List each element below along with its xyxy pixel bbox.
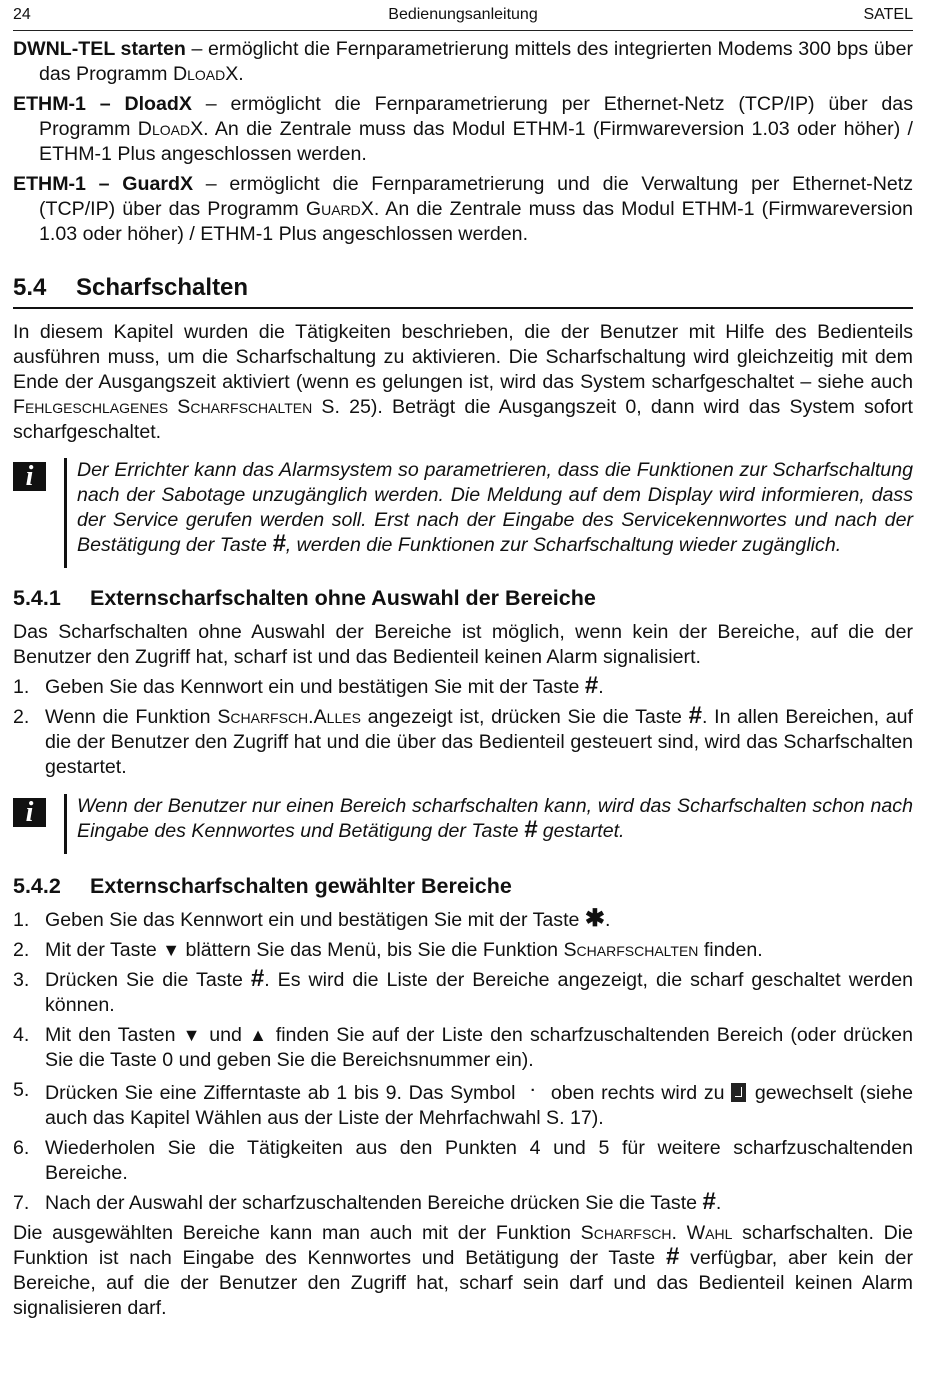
arrow-down-icon: ▼ xyxy=(162,940,181,960)
step-text: Drücken Sie die Taste xyxy=(45,969,251,991)
note-text-part: Der Errichter kann das Alarmsystem so parametrieren, dass die Funktionen zur Scharfschaltung nach der Sabotage unzugänglich werden. Die Meldung auf dem Display wird informieren, dass der Service gerufen werden soll. Erst nach der Eingabe des Servicekennwortes und nach der Bestätigung der Taste xyxy=(77,459,913,556)
function-name: Scharfsch.Alles xyxy=(217,706,361,728)
step-number: 7. xyxy=(13,1192,30,1214)
step-text: blättern Sie das Menü, bis Sie die Funktion xyxy=(180,939,564,961)
paragraph-text: verfügbar, aber kein der Bereiche, auf die der Benutzer den Zugriff hat, scharf sein darf und das Bedienteil keinen Alarm signalisieren darf. xyxy=(13,1247,913,1319)
definition-ethm1-guardx xyxy=(13,172,913,247)
list-item xyxy=(13,672,913,700)
hash-key-icon: # xyxy=(250,965,265,992)
unselected-symbol-icon: · xyxy=(530,1082,536,1099)
step-text: Nach der Auswahl der scharfzuschaltenden Bereiche drücken Sie die Taste xyxy=(45,1192,703,1214)
step-number: 2. xyxy=(13,706,30,728)
definition-ethm1-dloadx xyxy=(13,92,913,167)
definition-dwnl-tel xyxy=(13,37,913,87)
section-paragraph xyxy=(13,320,913,445)
step-text: Geben Sie das Kennwort ein und bestätigen Sie mit der Taste xyxy=(45,909,585,931)
definition-text: – ermöglicht die Fernparametrierung per Ethernet-Netz (TCP/IP) über das Programm xyxy=(39,93,914,140)
definition-text: . An die Zentrale muss das Modul ETHM-1 (Firmwareversion 1.03 oder höher) / ETHM-1 Plus angeschlossen werden. xyxy=(39,198,914,245)
page-number: 24 xyxy=(13,6,31,23)
list-item xyxy=(13,1023,913,1073)
definition-term: ETHM-1 – DloadX xyxy=(13,93,192,115)
info-icon: i xyxy=(13,798,46,827)
hash-key-icon: # xyxy=(584,672,599,699)
info-note xyxy=(13,794,913,844)
section-paragraph xyxy=(13,1221,913,1321)
hash-key-icon: # xyxy=(702,1188,716,1215)
page-header xyxy=(13,0,913,31)
step-text: . xyxy=(715,1192,722,1214)
step-text: finden Sie auf der Liste den scharfzuschaltenden Bereich (oder drücken Sie die Taste 0 und geben Sie die Bereichsnummer ein). xyxy=(45,1024,913,1071)
section-heading-5-4-2 xyxy=(13,872,913,900)
header-title: Bedienungsanleitung xyxy=(388,6,538,23)
step-number: 3. xyxy=(13,969,30,991)
cross-reference: Fehlgeschlagenes Scharfschalten xyxy=(13,396,313,418)
section-heading-5-4-1 xyxy=(13,584,913,612)
section-title: Externscharfschalten gewählter Bereiche xyxy=(90,874,512,898)
function-name: Scharfschalten xyxy=(563,939,699,961)
section-title: Externscharfschalten ohne Auswahl der Bereiche xyxy=(90,586,596,610)
step-text: Mit der Taste xyxy=(45,939,163,961)
step-text: und xyxy=(202,1024,250,1046)
definition-text: – ermöglicht die Fernparametrierung und die Verwaltung per Ethernet-Netz (TCP/IP) über das Programm xyxy=(39,173,913,220)
definition-text: . An die Zentrale muss das Modul ETHM-1 (Firmwareversion 1.03 oder höher) / ETHM-1 Plus angeschlossen werden. xyxy=(39,118,913,165)
manual-page xyxy=(13,0,913,1321)
list-item xyxy=(13,1136,913,1186)
step-number: 5. xyxy=(13,1079,30,1101)
list-item xyxy=(13,938,913,963)
step-number: 4. xyxy=(13,1024,30,1046)
step-text: . In allen Bereichen, auf die der Benutzer den Zugriff hat und die über das Bedienteil gesteuert sind, wird das Scharfschalten gestartet. xyxy=(45,706,914,778)
note-bar xyxy=(64,458,67,568)
paragraph-text: S. 25). Beträgt die Ausgangszeit 0, dann wird das System sofort scharfgeschaltet. xyxy=(13,396,913,443)
section-number: 5.4 xyxy=(13,274,47,301)
paragraph-text: In diesem Kapitel wurden die Tätigkeiten beschrieben, die der Benutzer mit Hilfe des Bedienteils ausführen muss, um die Scharfschaltung zu aktivieren. Die Scharfschaltung wird gleichzeitig mit dem Ende der Ausgangszeit aktiviert (wenn es gelungen ist, wird das System scharfgeschaltet – siehe auch xyxy=(13,321,913,393)
note-bar xyxy=(64,794,67,854)
selected-symbol-icon xyxy=(731,1083,746,1102)
hash-key-icon: # xyxy=(523,816,538,843)
steps-list xyxy=(13,672,914,780)
section-number: 5.4.1 xyxy=(13,586,61,610)
note-text-part: Wenn der Benutzer nur einen Bereich scharfschalten kann, wird das Scharfschalten schon nach Eingabe des Kennwortes und Betätigung der Taste xyxy=(77,795,913,842)
steps-list xyxy=(13,905,913,1216)
step-number: 2. xyxy=(13,939,30,961)
step-text: Wenn die Funktion xyxy=(45,706,218,728)
step-text: Mit den Tasten xyxy=(45,1024,183,1046)
section-title: Scharfschalten xyxy=(76,274,249,301)
note-text-part: , werden die Funktionen zur Scharfschaltung wieder zugänglich. xyxy=(285,534,842,556)
step-text: Geben Sie das Kennwort ein und bestätigen Sie mit der Taste xyxy=(45,676,585,698)
info-icon: i xyxy=(13,462,46,491)
note-text xyxy=(77,458,913,558)
list-item xyxy=(13,1078,913,1131)
step-number: 1. xyxy=(13,909,30,931)
section-paragraph: Das Scharfschalten ohne Auswahl der Bereiche ist möglich, wenn kein der Bereiche, auf die der Benutzer den Zugriff hat, scharf ist und das Bedienteil keinen Alarm signalisiert. xyxy=(13,621,913,668)
paragraph-text: Die ausgewählten Bereiche kann man auch mit der Funktion xyxy=(13,1222,581,1244)
step-text: . xyxy=(605,909,611,931)
step-number: 6. xyxy=(13,1137,30,1159)
definition-term: ETHM-1 – GuardX xyxy=(13,173,194,195)
list-item xyxy=(13,1188,913,1216)
step-text: Wiederholen Sie die Tätigkeiten aus den Punkten 4 und 5 für weitere scharfzuschaltenden Bereiche. xyxy=(45,1137,913,1184)
hash-key-icon: # xyxy=(665,1243,680,1270)
definition-term: DWNL-TEL starten xyxy=(13,38,186,60)
step-text: angezeigt ist, drücken Sie die Taste xyxy=(360,706,689,728)
definition-text: – ermöglicht die Fernparametrierung mittels des integrierten Modems 300 bps über das Programm xyxy=(39,38,914,85)
info-note xyxy=(13,458,913,558)
section-number: 5.4.2 xyxy=(13,874,61,898)
hash-key-icon: # xyxy=(272,530,286,557)
star-key-icon: ✱ xyxy=(584,905,605,932)
definition-text: . xyxy=(238,63,244,85)
step-text: gewechselt (siehe auch das Kapitel Wählen aus der Liste der Mehrfachwahl S. 17). xyxy=(45,1082,913,1129)
note-text-part: gestartet. xyxy=(537,820,625,842)
step-text: oben rechts wird zu xyxy=(544,1082,732,1104)
function-name: Scharfsch. Wahl xyxy=(580,1222,733,1244)
paragraph-text: scharfschalten. Die Funktion ist nach Eingabe des Kennwortes und Betätigung der Taste xyxy=(13,1222,913,1269)
program-name: DloadX xyxy=(137,118,204,140)
arrow-up-icon: ▲ xyxy=(249,1025,269,1045)
note-text xyxy=(77,794,913,844)
program-name: GuardX xyxy=(305,198,374,220)
step-text: finden. xyxy=(698,939,763,961)
list-item xyxy=(13,702,914,780)
step-text: Drücken Sie eine Zifferntaste ab 1 bis 9. Das Symbol xyxy=(45,1082,523,1104)
arrow-down-icon: ▼ xyxy=(182,1025,203,1045)
hash-key-icon: # xyxy=(688,702,703,729)
step-text: . Es wird die Liste der Bereiche angezeigt, die scharf geschaltet werden können. xyxy=(45,969,913,1016)
list-item xyxy=(13,965,913,1018)
step-text: . xyxy=(598,676,604,698)
header-brand: SATEL xyxy=(863,6,913,23)
section-heading-5-4 xyxy=(13,273,913,309)
list-item xyxy=(13,905,913,933)
step-number: 1. xyxy=(13,676,30,698)
program-name: DloadX xyxy=(172,63,239,85)
